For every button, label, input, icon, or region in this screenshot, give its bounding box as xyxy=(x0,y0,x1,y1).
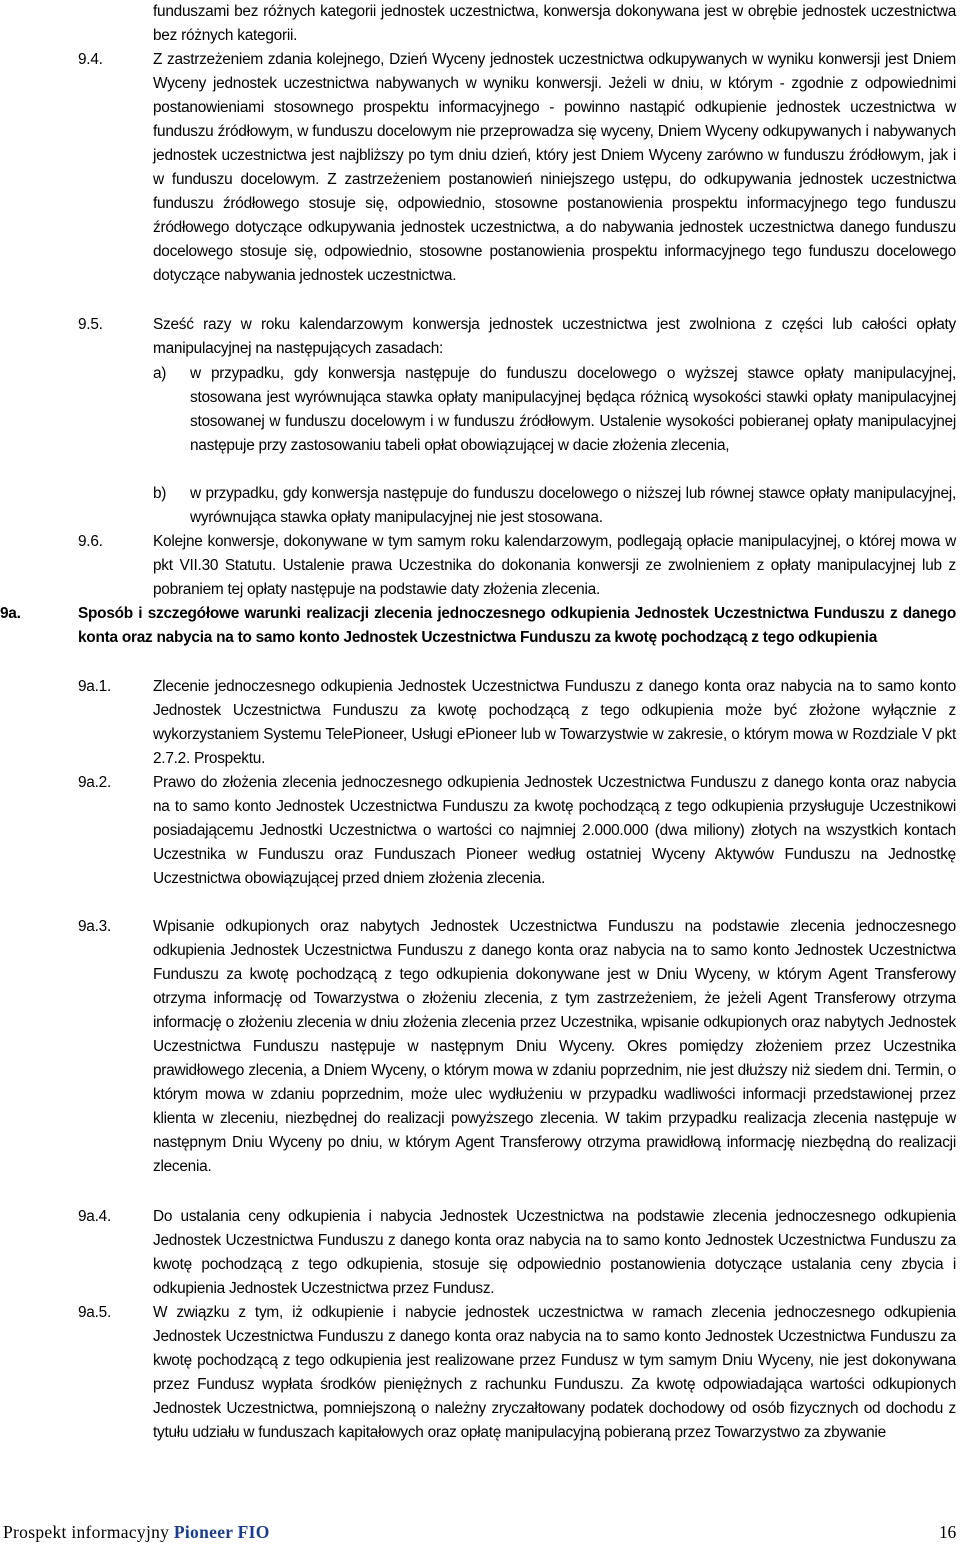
section-9a-3-text: Wpisanie odkupionych oraz nabytych Jednostek Uczestnictwa Funduszu na podstawie zlecenia jednoczesnego odkupienia Jednostek Uczestnictwa Funduszu z danego konta oraz nabycia na to samo konto Jednostek Uczestnictwa Funduszu za kwotę pochodzącą z tego odkupienia dokonywane jest w Dniu Wyceny, w którym Agent Transferowy otrzyma informację od Towarzystwa o złożeniu zlecenia, z tym zastrzeżeniem, że jeżeli Agent Transferowy otrzyma informację o złożeniu zlecenia w dniu złożenia zlecenia przez Uczestnika, wpisanie odkupionych oraz nabytych Jednostek Uczestnictwa Funduszu następuje w następnym Dniu Wyceny. Okres pomiędzy złożeniem przez Uczestnika prawidłowego zlecenia, a Dniem Wyceny, o którym mowa w zdaniu poprzednim, nie jest dłuższy niż siedem dni. Termin, o którym mowa w zdaniu poprzednim, może ulec wydłużeniu w przypadku wadliwości informacji przedstawionej przez klienta w zleceniu, niezbędnej do realizacji powyższego zlecenia. W takim przypadku realizacja zlecenia następuje w następnym Dniu Wyceny po dniu, w którym Agent Transferowy otrzyma prawidłową informację niezbędną do realizacji zlecenia. xyxy=(153,918,956,1175)
section-9a-heading: Sposób i szczegółowe warunki realizacji zlecenia jednoczesnego odkupienia Jednostek Uczestnictwa Funduszu z danego konta oraz nabycia na to samo konto Jednostek Uczestnictwa Funduszu za kwotę pochodzącą z tego odkupienia xyxy=(78,605,956,646)
item-b-label: b) xyxy=(153,485,167,502)
item-a-text: w przypadku, gdy konwersja następuje do funduszu docelowego o wyższej stawce opłaty manipulacyjnej, stosowana jest wyrównująca stawka opłaty manipulacyjnej będąca różnicą wysokości stawki opłaty manipulacyjnej stosowanej w funduszu docelowym i w funduszu źródłowym. Ustalenie wysokości pobieranej opłaty manipulacyjnej następuje przy zastosowaniu tabeli opłat obowiązującej w dacie złożenia zlecenia, xyxy=(190,365,956,454)
footer-title xyxy=(3,1520,270,1544)
section-9-5-text: Sześć razy w roku kalendarzowym konwersja jednostek uczestnictwa jest zwolniona z części lub całości opłaty manipulacyjnej na następujących zasadach: xyxy=(153,316,956,357)
section-9-6-text: Kolejne konwersje, dokonywane w tym samym roku kalendarzowym, podlegają opłacie manipulacyjnej, o której mowa w pkt VII.30 Statutu. Ustalenie prawa Uczestnika do dokonania konwersji ze zwolnieniem z opłaty manipulacyjnej lub z pobraniem tej opłaty następuje na podstawie daty złożenia zlecenia. xyxy=(153,533,956,598)
section-number-9-4: 9.4. xyxy=(78,51,103,68)
section-number-9a-5: 9a.5. xyxy=(78,1304,111,1321)
page-number: 16 xyxy=(939,1522,956,1542)
section-number-9a-2: 9a.2. xyxy=(78,774,111,791)
intro-paragraph: funduszami bez różnych kategorii jednostek uczestnictwa, konwersja dokonywana jest w obrębie jednostek uczestnictwa bez różnych kategorii. xyxy=(153,3,956,44)
section-9a-2-text: Prawo do złożenia zlecenia jednoczesnego odkupienia Jednostek Uczestnictwa Funduszu z danego konta oraz nabycia na to samo konto Jednostek Uczestnictwa Funduszu za kwotę pochodzącą z tego odkupienia przysługuje Uczestnikowi posiadającemu Jednostki Uczestnictwa o wartości co najmniej 2.000.000 (dwa miliony) złotych na wszystkich kontach Uczestnika w Funduszu oraz Funduszach Pioneer według ostatniej Wyceny Aktywów Funduszu na Jednostkę Uczestnictwa obowiązującej przed dniem złożenia zlecenia. xyxy=(153,774,956,887)
section-number-9-6: 9.6. xyxy=(78,533,103,550)
section-number-9a: 9a. xyxy=(0,605,21,622)
footer-brand: Pioneer FIO xyxy=(173,1522,270,1542)
section-9a-5-text: W związku z tym, iż odkupienie i nabycie jednostek uczestnictwa w ramach zlecenia jednoczesnego odkupienia Jednostek Uczestnictwa Funduszu z danego konta oraz nabycia na to samo konto Jednostek Uczestnictwa Funduszu za kwotę pochodzącą z tego odkupienia jest realizowane przez Fundusz w tym samym Dniu Wyceny, nie jest dokonywana przez Fundusz wypłata środków pieniężnych z rachunku Funduszu. Za kwotę odpowiadająca wartości odkupionych Jednostek Uczestnictwa, pomniejszoną o należny zryczałtowany podatek dochodowy od osób fizycznych od dochodu z tytułu udziału w funduszach kapitałowych oraz opłatę manipulacyjną pobieraną przez Towarzystwo za zbywanie xyxy=(153,1304,956,1441)
section-number-9-5: 9.5. xyxy=(78,316,103,333)
section-9a-4-text: Do ustalania ceny odkupienia i nabycia Jednostek Uczestnictwa na podstawie zlecenia jednoczesnego odkupienia Jednostek Uczestnictwa Funduszu z danego konta oraz nabycia na to samo konto Jednostek Uczestnictwa Funduszu za kwotę pochodzącą z tego odkupienia, stosuje się odpowiednio postanowienia dotyczące ustalania ceny zbycia i odkupienia Jednostek Uczestnictwa przez Fundusz. xyxy=(153,1208,956,1297)
section-9a-1-text: Zlecenie jednoczesnego odkupienia Jednostek Uczestnictwa Funduszu z danego konta oraz nabycia na to samo konto Jednostek Uczestnictwa Funduszu za kwotę pochodzącą z tego odkupienia może być złożone wyłącznie z wykorzystaniem Systemu TelePioneer, Usługi ePioneer lub w Towarzystwie w zakresie, o którym mowa w Rozdziale V pkt 2.7.2. Prospektu. xyxy=(153,678,956,767)
item-b-text: w przypadku, gdy konwersja następuje do funduszu docelowego o niższej lub równej stawce opłaty manipulacyjnej, wyrównująca stawka opłaty manipulacyjnej nie jest stosowana. xyxy=(190,485,956,526)
item-a-label: a) xyxy=(153,365,167,382)
section-number-9a-4: 9a.4. xyxy=(78,1208,111,1225)
section-number-9a-1: 9a.1. xyxy=(78,678,111,695)
section-number-9a-3: 9a.3. xyxy=(78,918,111,935)
page-footer xyxy=(0,1520,960,1544)
footer-prefix: Prospekt informacyjny xyxy=(3,1522,170,1542)
section-9-4-text: Z zastrzeżeniem zdania kolejnego, Dzień Wyceny jednostek uczestnictwa odkupywanych w wyniku konwersji jest Dniem Wyceny jednostek uczestnictwa nabywanych w wyniku konwersji. Jeżeli w dniu, w którym - zgodnie z odpowiednimi postanowieniami stosownego prospektu informacyjnego - powinno nastąpić odkupienie jednostek uczestnictwa w funduszu źródłowym, w funduszu docelowym nie przeprowadza się wyceny, Dniem Wyceny odkupywanych i nabywanych jednostek uczestnictwa jest najbliższy po tym dniu dzień, który jest Dniem Wyceny zarówno w funduszu źródłowym, jak i w funduszu docelowym. Z zastrzeżeniem postanowień niniejszego ustępu, do odkupywania jednostek uczestnictwa funduszu źródłowego stosuje się, odpowiednio, stosowne postanowienia prospektu informacyjnego tego funduszu źródłowego dotyczące odkupywania jednostek uczestnictwa, a do nabywania jednostek uczestnictwa danego funduszu docelowego stosuje się, odpowiednio, stosowne postanowienia prospektu informacyjnego tego funduszu docelowego dotyczące nabywania jednostek uczestnictwa. xyxy=(153,51,956,284)
